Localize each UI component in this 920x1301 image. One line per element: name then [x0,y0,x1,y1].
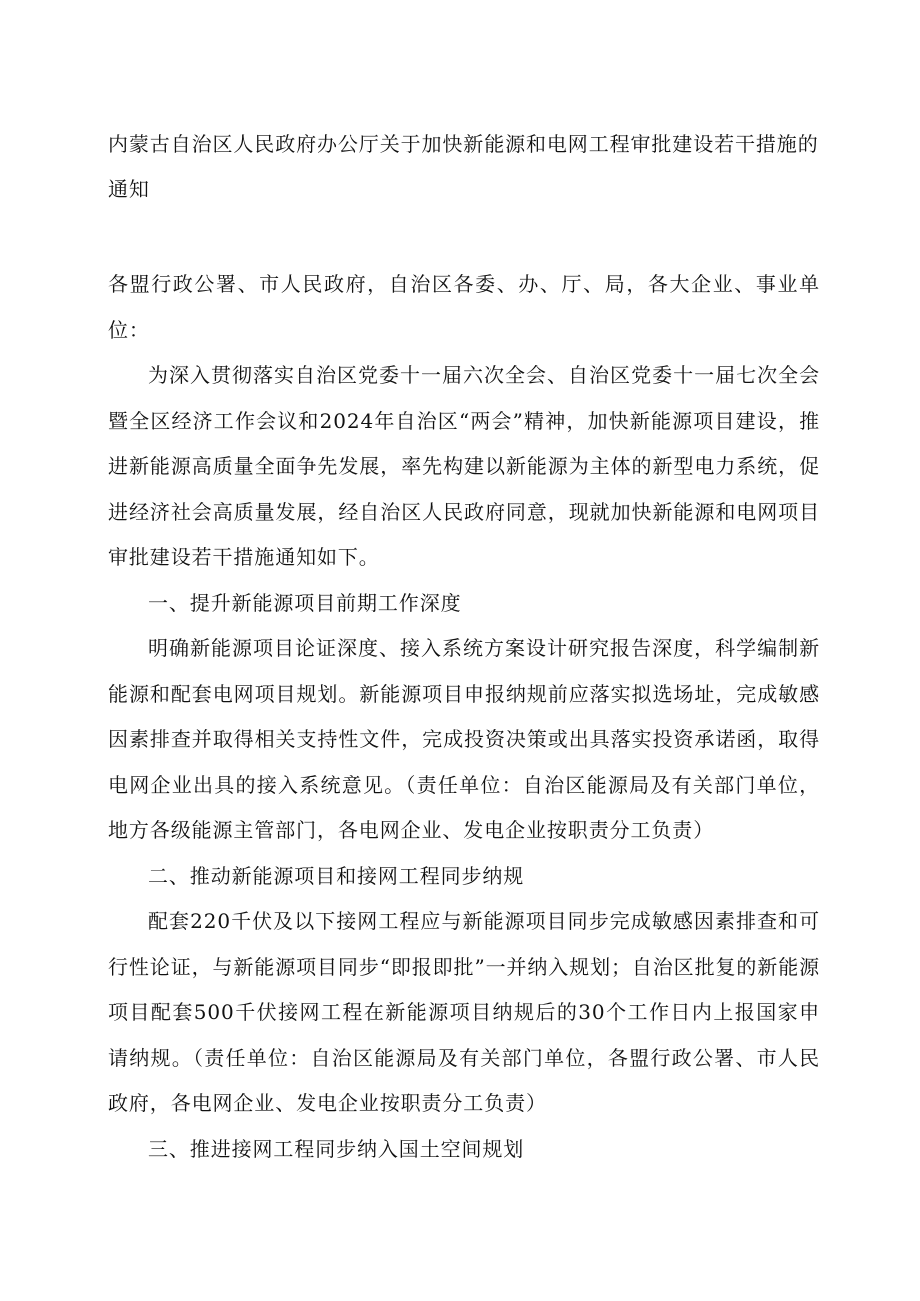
section-paragraph-1: 明确新能源项目论证深度、接入系统方案设计研究报告深度，科学编制新能源和配套电网项目规划。新能源项目申报纳规前应落实拟选场址，完成敏感因素排查并取得相关支持性文件，完成投资决策或出具落实投资承诺函，取得电网企业出具的接入系统意见。（责任单位：自治区能源局及有关部门单位，地方各级能源主管部门，各电网企业、发电企业按职责分工负责） [108,636,820,842]
section-heading-2: 二、推动新能源项目和接网工程同步纳规 [148,863,525,888]
section-heading-3: 三、推进接网工程同步纳入国土空间规划 [148,1136,525,1161]
salutation: 各盟行政公署、市人民政府，自治区各委、办、厅、局，各大企业、事业单位： [108,272,820,342]
section-heading-1: 一、提升新能源项目前期工作深度 [148,590,462,615]
intro-paragraph: 为深入贯彻落实自治区党委十一届六次全会、自治区党委十一届七次全会暨全区经济工作会议和2024年自治区“两会”精神，加快新能源项目建设，推进新能源高质量全面争先发展，率先构建以新能源为主体的新型电力系统，促进经济社会高质量发展，经自治区人民政府同意，现就加快新能源和电网项目审批建设若干措施通知如下。 [108,363,820,569]
document-title: 内蒙古自治区人民政府办公厅关于加快新能源和电网工程审批建设若干措施的通知 [108,132,819,201]
section-paragraph-2: 配套220千伏及以下接网工程应与新能源项目同步完成敏感因素排查和可行性论证，与新能源项目同步“即报即批”一并纳入规划；自治区批复的新能源项目配套500千伏接网工程在新能源项目纳规后的30个工作日内上报国家申请纳规。（责任单位：自治区能源局及有关部门单位，各盟行政公署、市人民政府，各电网企业、发电企业按职责分工负责） [108,909,820,1115]
document-body [108,262,820,1172]
